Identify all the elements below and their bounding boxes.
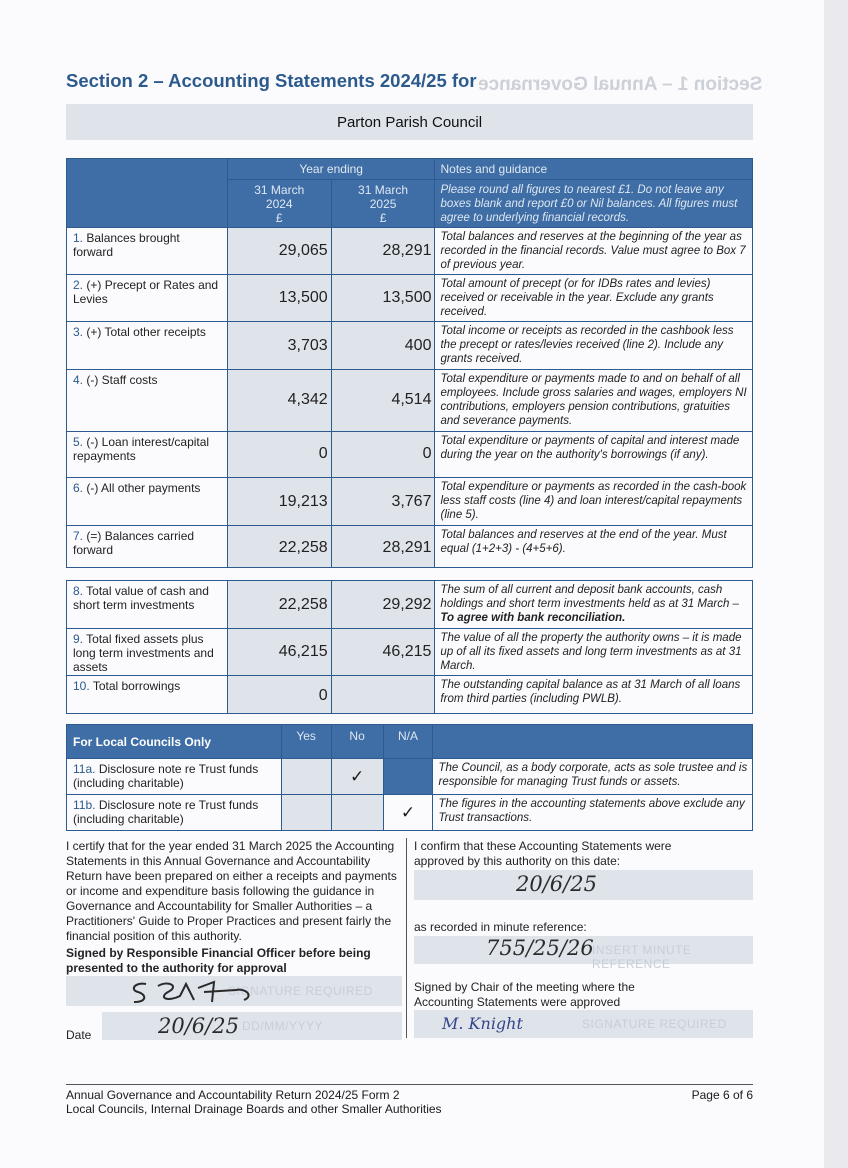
row-note: Total expenditure or payments made to and on behalf of all employees. Include gross salaries and wages, employers NI contributions, employers pension contributions, gratuities and severance payments. — [435, 370, 753, 432]
rfo-signed-by-label: Signed by Responsible Financial Officer before being presented to the authority for approval — [66, 946, 371, 975]
value-2024: 4,342 — [287, 391, 328, 408]
minute-ghost-text: INSERT MINUTE REFERENCE — [592, 943, 692, 971]
approval-date-field[interactable] — [414, 870, 753, 900]
signature-ghost-text: SIGNATURE REQUIRED — [228, 984, 373, 998]
value-2025: 28,291 — [382, 242, 432, 259]
year-ending-header: Year ending — [227, 159, 435, 180]
table-row: 8. Total value of cash and short term investments 22,258 29,292 The sum of all current and deposit bank accounts, cash holdings and short term investments held as at 31 March – To agree with bank reconciliation. — [67, 581, 753, 629]
row-note: The value of all the property the authority owns – it is made up of all its fixed assets and long term investments as at 31 March. — [435, 629, 753, 676]
row-note: Total balances and reserves at the end of the year. Must equal (1+2+3) - (4+5+6). — [435, 526, 753, 568]
table-row: 10. Total borrowings 0 The outstanding capital balance as at 31 March of all loans from third parties (including PWLB). — [67, 676, 753, 714]
yes-cell[interactable] — [281, 759, 331, 795]
page-footer — [66, 1084, 753, 1116]
value-2024: 22,258 — [278, 539, 328, 556]
notes-header: Notes and guidance — [435, 159, 753, 180]
row-label: Balances brought forward — [73, 231, 180, 259]
value-2024: 13,500 — [278, 289, 328, 306]
value-2024: 46,215 — [278, 643, 328, 660]
chair-signature-field[interactable] — [414, 1010, 753, 1038]
na-cell — [383, 759, 433, 795]
row-note: The outstanding capital balance as at 31 March of all loans from third parties (including PWLB). — [435, 676, 753, 714]
page-number: Page 6 of 6 — [691, 1088, 753, 1102]
row-note: Total expenditure or payments as recorded in the cash-book less staff costs (line 4) and loan interest/capital repayments (line 5). — [435, 478, 753, 526]
approval-confirmation-text: I confirm that these Accounting Statements were approved by this authority on this date: — [414, 839, 672, 868]
table-row: 11b. Disclosure note re Trust funds (including charitable) ✓ The figures in the accounting statements above exclude any Trust transactions. — [67, 795, 753, 831]
yes-header: Yes — [281, 725, 331, 759]
no-checkbox[interactable] — [331, 759, 383, 795]
value-2025: 400 — [404, 337, 432, 354]
value-2025: 28,291 — [382, 539, 432, 556]
row-note: Total balances and reserves at the beginning of the year as recorded in the financial records. Value must agree to Box 7 of previous year. — [435, 228, 753, 275]
row-label: Total borrowings — [92, 679, 181, 693]
value-2024: 0 — [318, 687, 328, 704]
chair-signature-ghost: SIGNATURE REQUIRED — [582, 1017, 727, 1031]
row-note: Total income or receipts as recorded in the cashbook less the precept or rates/levies received (line 2). Include any grants received. — [435, 322, 753, 370]
date-ghost-text: DD/MM/YYYY — [242, 1019, 324, 1033]
checkmark-icon: ✓ — [349, 766, 365, 786]
value-2025: 13,500 — [382, 289, 432, 306]
rfo-certification-text: I certify that for the year ended 31 March 2025 the Accounting Statements in this Annual Governance and Accountability Return have been prepared on either a receipts and payments or income and expenditure basis following the guidance in Governance and Accountability for Smaller Authorities – a Practitioners' Guide to Proper Practices and present fairly the financial position of this authority. — [66, 839, 397, 943]
row-note: Total expenditure or payments of capital and interest made during the year on the authority's borrowings (if any). — [435, 432, 753, 478]
na-header: N/A — [383, 725, 433, 759]
table-row: 6. (-) All other payments 19,213 3,767 Total expenditure or payments as recorded in the cash-book less staff costs (line 4) and loan interest/capital repayments (line 5). — [67, 478, 753, 526]
value-2025: 46,215 — [382, 643, 432, 660]
row-label: (+) Precept or Rates and Levies — [73, 278, 219, 306]
checkmark-icon: ✓ — [400, 802, 416, 822]
rfo-date-handwritten: 20/6/25 — [158, 1014, 239, 1038]
trust-notes-header — [433, 725, 753, 759]
na-checkbox[interactable] — [383, 795, 433, 831]
table-row: 5. (-) Loan interest/capital repayments 0 0 Total expenditure or payments of capital and interest made during the year on the authority's borrowings (if any). — [67, 432, 753, 478]
value-2025: 3,767 — [391, 493, 432, 510]
row-label: (-) Staff costs — [86, 373, 158, 387]
row-label: (-) All other payments — [86, 481, 201, 495]
row-label: (=) Balances carried forward — [73, 529, 195, 557]
value-2024: 3,703 — [287, 337, 328, 354]
show-through-title: Section 1 – Annual Governance — [478, 74, 763, 95]
no-header: No — [331, 725, 383, 759]
approval-date-handwritten: 20/6/25 — [516, 872, 597, 896]
table-row: 9. Total fixed assets plus long term investments and assets 46,215 46,215 The value of all the property the authority owns – it is made up of all its fixed assets and long term investments as at 31 March. — [67, 629, 753, 676]
yes-cell[interactable] — [281, 795, 331, 831]
row-note: The Council, as a body corporate, acts as sole trustee and is responsible for managing Trust funds or assets. — [433, 759, 753, 795]
chair-signature: M. Knight — [442, 1014, 523, 1033]
row-note: Total amount of precept (or for IDBs rates and levies) received or receivable in the year. Exclude any grants received. — [435, 275, 753, 322]
row-label: (+) Total other receipts — [86, 325, 206, 339]
row-note: The figures in the accounting statements above exclude any Trust transactions. — [433, 795, 753, 831]
table-row: 3. (+) Total other receipts 3,703 400 Total income or receipts as recorded in the cashbook less the precept or rates/levies received (line 2). Include any grants received. — [67, 322, 753, 370]
minute-reference-field[interactable] — [414, 936, 753, 971]
table-row: 1. Balances brought forward 29,065 28,291 Total balances and reserves at the beginning of the year as recorded in the financial records. Value must agree to Box 7 of previous year. — [67, 228, 753, 275]
table-row: 11a. Disclosure note re Trust funds (including charitable) ✓ The Council, as a body corporate, acts as sole trustee and is responsible for managing Trust funds or assets. — [67, 759, 753, 795]
row-label: Disclosure note re Trust funds (including charitable) — [73, 798, 259, 826]
row-label: Disclosure note re Trust funds (including charitable) — [73, 762, 259, 790]
value-2024: 0 — [318, 445, 328, 462]
value-2024: 22,258 — [278, 596, 328, 613]
row-label: Total value of cash and short term investments — [73, 584, 209, 612]
rfo-signature — [124, 976, 264, 1008]
row-label: Total fixed assets plus long term investments and assets — [73, 632, 214, 674]
value-2025: 4,514 — [391, 391, 432, 408]
page-edge — [824, 0, 848, 1168]
column-divider — [406, 838, 407, 1038]
page-title: Section 2 – Accounting Statements 2024/25 for — [66, 70, 477, 91]
rfo-signature-field[interactable] — [66, 976, 402, 1006]
col-2025-header: 31 March 2025 £ — [331, 180, 435, 228]
accounting-statements-table — [66, 158, 753, 568]
row-label: (-) Loan interest/capital repayments — [73, 435, 210, 463]
no-cell[interactable] — [331, 795, 383, 831]
minute-reference-handwritten: 755/25/26 — [486, 936, 594, 960]
col-2024-header: 31 March 2024 £ — [227, 180, 331, 228]
table-row: 2. (+) Precept or Rates and Levies 13,500 13,500 Total amount of precept (or for IDBs rates and levies) received or receivable in the year. Exclude any grants received. — [67, 275, 753, 322]
council-name: Parton Parish Council — [336, 114, 483, 131]
rfo-date-field[interactable] — [102, 1012, 402, 1040]
date-label: Date — [66, 1028, 92, 1042]
rounding-guidance: Please round all figures to nearest £1. Do not leave any boxes blank and report £0 or Nil balances. All figures must agree to underlying financial records. — [435, 180, 753, 228]
trust-funds-table — [66, 724, 753, 831]
footer-authority-type: Local Councils, Internal Drainage Boards and other Smaller Authorities — [66, 1102, 442, 1116]
value-2024: 19,213 — [278, 493, 328, 510]
row-note: The sum of all current and deposit bank accounts, cash holdings and short term investments held as at 31 March – To agree with bank reconciliation. — [435, 581, 753, 629]
chair-signed-by-label: Signed by Chair of the meeting where the Accounting Statements were approved — [414, 980, 635, 1009]
value-2025: 29,292 — [382, 596, 432, 613]
local-councils-header: For Local Councils Only — [67, 725, 282, 759]
value-2025: 0 — [422, 445, 432, 462]
corner-header — [67, 159, 228, 228]
assets-table — [66, 580, 753, 714]
table-row: 4. (-) Staff costs 4,342 4,514 Total expenditure or payments made to and on behalf of all employees. Include gross salaries and wages, employers NI contributions, employers pension contributions, gratuities and severance payments. — [67, 370, 753, 432]
value-2024: 29,065 — [278, 242, 328, 259]
minute-reference-label: as recorded in minute reference: — [414, 920, 587, 934]
table-row: 7. (=) Balances carried forward 22,258 28,291 Total balances and reserves at the end of the year. Must equal (1+2+3) - (4+5+6). — [67, 526, 753, 568]
footer-form-title: Annual Governance and Accountability Return 2024/25 Form 2 — [66, 1088, 400, 1102]
council-name-field — [66, 104, 753, 140]
